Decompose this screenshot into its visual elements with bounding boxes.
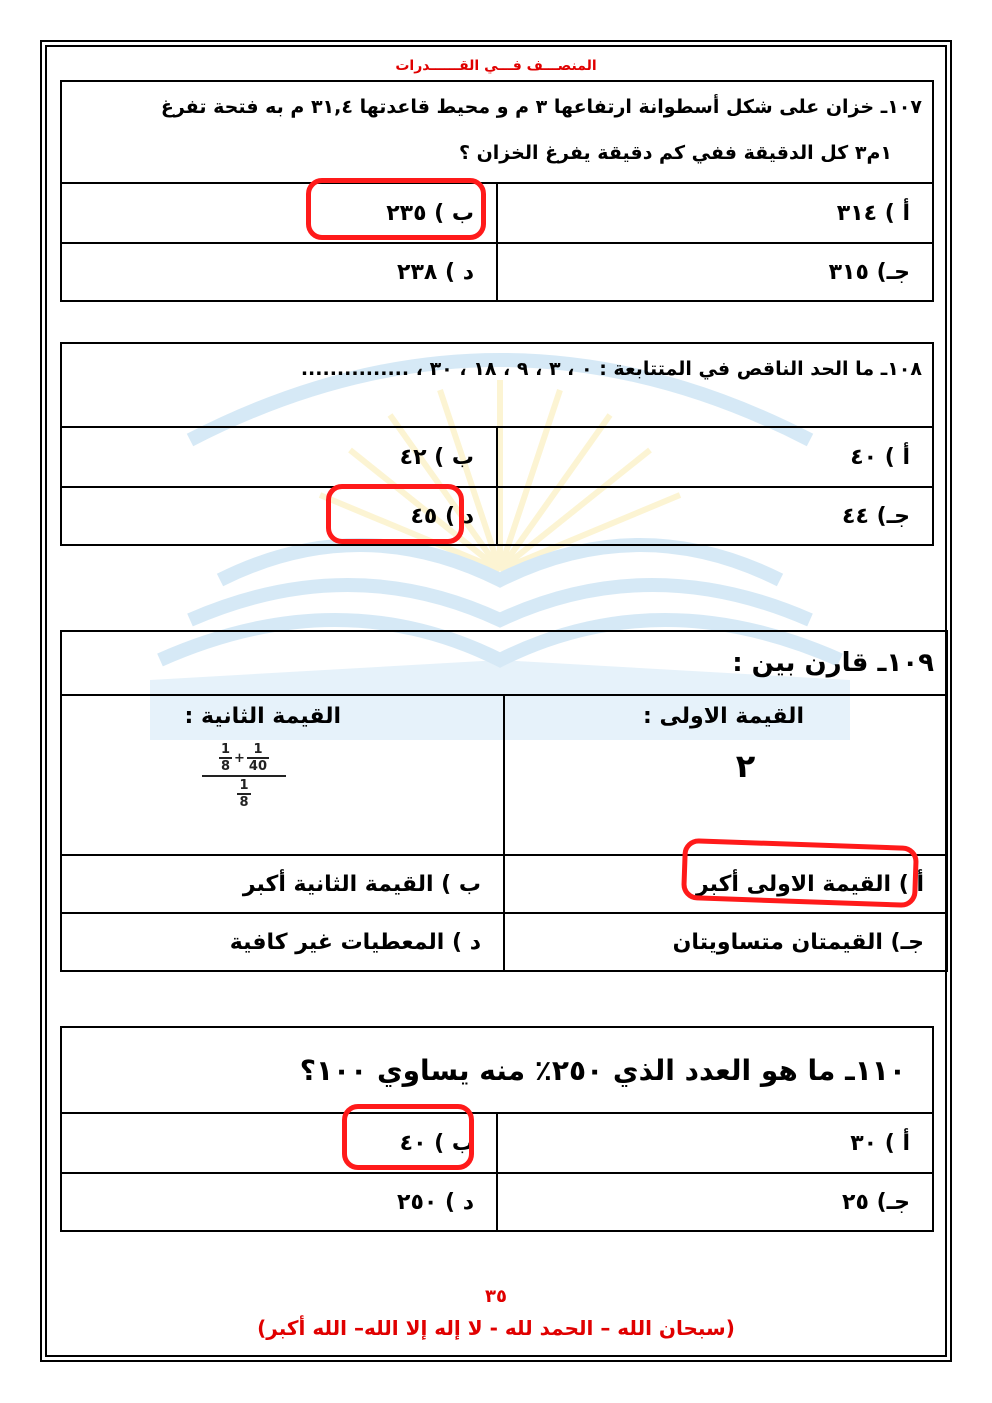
header-title: المنصـــف فـــي القــــــدرات	[395, 58, 597, 74]
stem-line-2: ١م٣ كل الدقيقة ففي كم دقيقة يفرغ الخزان ؟	[458, 142, 892, 164]
option-a[interactable]: أ ) ٤٠	[497, 427, 933, 487]
question-stem	[61, 81, 933, 183]
first-value: ٢	[735, 747, 756, 785]
page-number: ٣٥	[485, 1286, 507, 1307]
compound-fraction: 1 8 + $\frac{1}{40}$ 1 8	[202, 743, 286, 809]
option-b[interactable]: ب ) ٤٢	[61, 427, 497, 487]
option-c[interactable]: جـ) ٢٥	[497, 1173, 933, 1231]
question-stem: ١١٠ـ ما هو العدد الذي ٢٥٠٪ منه يساوي ١٠٠؟	[61, 1027, 933, 1113]
stem-line-1: ١٠٧ـ خزان على شكل أسطوانة ارتفاعها ٣ م و محيط قاعدتها ٣١,٤ م به فتحة تفرغ	[160, 96, 922, 118]
question-109	[60, 630, 948, 972]
stem-line-1: ١٠٨ـ ما الحد الناقص في المتتابعة : ٠ ، ٣ ، ٩ ، ١٨ ، ٣٠ ، ...............	[300, 358, 922, 380]
option-a[interactable]: أ ) ٣٠	[497, 1113, 933, 1173]
first-value-cell	[504, 695, 947, 855]
second-value-label: القيمة الثانية :	[184, 704, 341, 729]
option-b[interactable]: ب ) القيمة الثانية أكبر	[61, 855, 504, 913]
first-value-label: القيمة الاولى :	[643, 704, 804, 729]
option-b[interactable]: ب ) ٤٠	[61, 1113, 497, 1173]
option-d[interactable]: د ) ٢٥٠	[61, 1173, 497, 1231]
option-d[interactable]: د ) ٢٣٨	[61, 243, 497, 301]
question-stem	[61, 343, 933, 427]
option-d[interactable]: د ) المعطيات غير كافية	[61, 913, 504, 971]
footer-dhikr-text: (سبحان الله – الحمد لله - لا إله إلا الله– الله أكبر)	[257, 1316, 735, 1340]
answer-mark-circle	[342, 1104, 474, 1170]
second-value-cell	[61, 695, 504, 855]
question-107	[60, 80, 934, 302]
answer-mark-circle	[306, 178, 486, 240]
option-b[interactable]: ب ) ٢٣٥	[61, 183, 497, 243]
option-c[interactable]: جـ) ٤٤	[497, 487, 933, 545]
answer-mark-circle	[326, 484, 464, 544]
answer-mark-circle	[681, 838, 919, 908]
option-a[interactable]: أ ) ٣١٤	[497, 183, 933, 243]
question-110	[60, 1026, 934, 1232]
option-a[interactable]: أ ) القيمة الاولى أكبر	[504, 855, 947, 913]
option-c[interactable]: جـ) ٣١٥	[497, 243, 933, 301]
question-stem: ١٠٩ـ قارن بين :	[61, 631, 947, 695]
question-108	[60, 342, 934, 546]
option-d[interactable]: د ) ٤٥	[61, 487, 497, 545]
option-c[interactable]: جـ) القيمتان متساويتان	[504, 913, 947, 971]
